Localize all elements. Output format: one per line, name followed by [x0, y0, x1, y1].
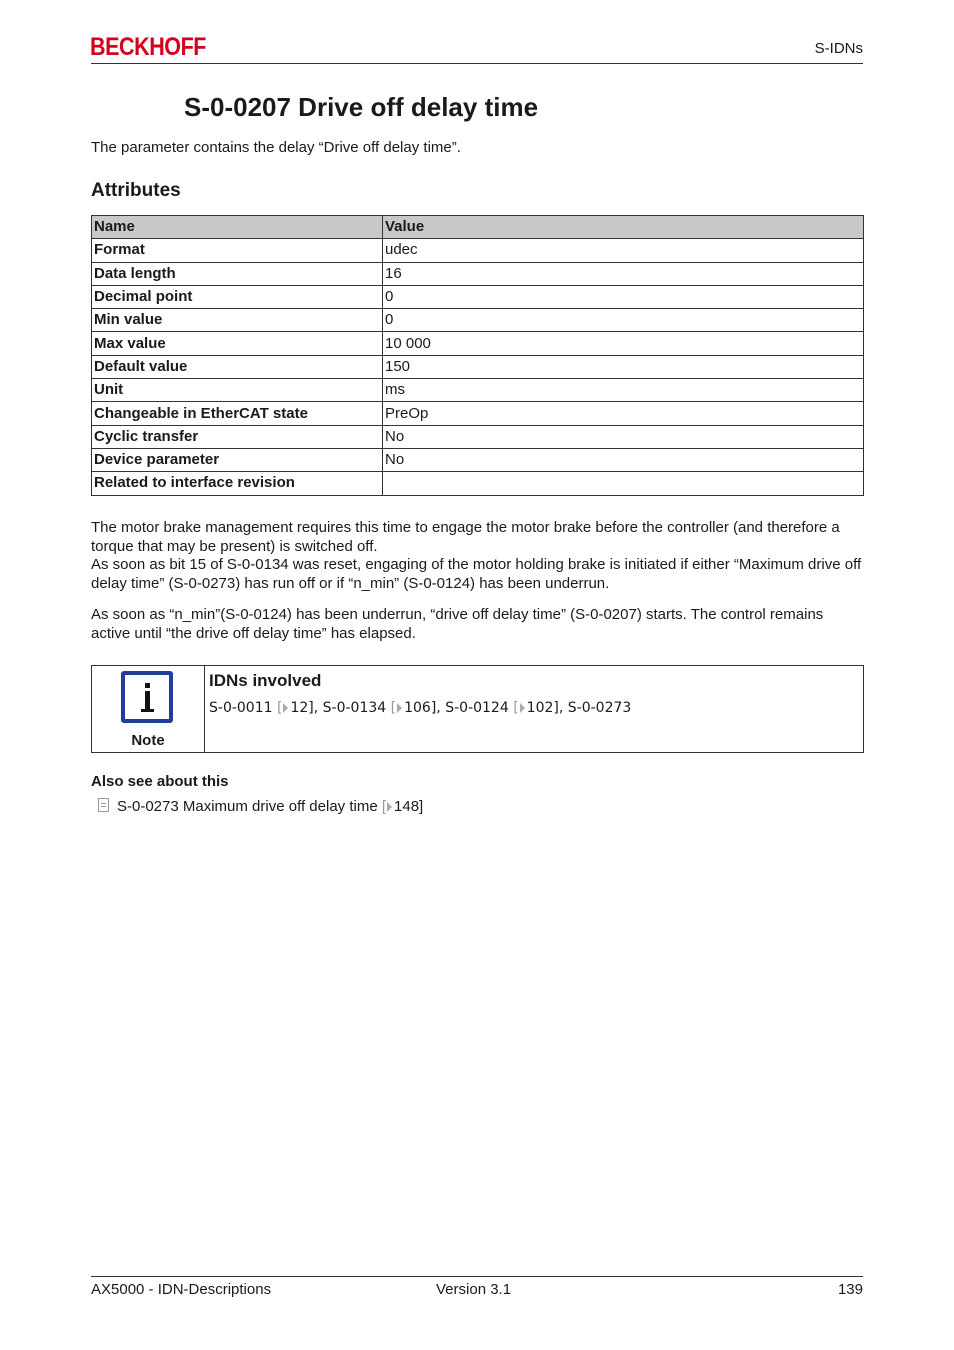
column-header-value: Value: [383, 216, 864, 239]
attribute-value: 0: [383, 285, 864, 308]
attribute-name: Related to interface revision: [92, 472, 383, 495]
attribute-value: 150: [383, 355, 864, 378]
info-icon: [121, 671, 173, 723]
header-section-name: S-IDNs: [814, 40, 863, 57]
header-divider: [91, 63, 863, 64]
attribute-name: Cyclic transfer: [92, 425, 383, 448]
also-see-link-text[interactable]: S-0-0273 Maximum drive off delay time: [117, 798, 378, 815]
body-paragraph-brake-management: The motor brake management requires this time to engage the motor brake before the controller (and therefore a torque that may be present) is switched off.: [91, 519, 840, 555]
footer-page-number: 139: [837, 1281, 863, 1298]
idn-link[interactable]: S-0-0134: [322, 700, 387, 716]
table-row: [92, 355, 864, 378]
page-arrow-icon: [520, 703, 525, 713]
attribute-value: 0: [383, 309, 864, 332]
also-see-link[interactable]: S-0-0273 Maximum drive off delay time [ 148]: [98, 798, 423, 815]
note-box: [91, 665, 864, 753]
page-link[interactable]: 12: [290, 700, 309, 716]
table-row: [92, 425, 864, 448]
footer-divider: [91, 1276, 863, 1277]
page-arrow-icon: [387, 802, 392, 812]
table-row: [92, 332, 864, 355]
idn-references: S-0-0011 [ 12], S-0-0134 [ 106], S-0-0124 [ 102], S-0-0273: [209, 700, 632, 716]
column-header-name: Name: [92, 216, 383, 239]
attribute-name: Changeable in EtherCAT state: [92, 402, 383, 425]
attribute-name: Min value: [92, 309, 383, 332]
attribute-name: Decimal point: [92, 285, 383, 308]
beckhoff-logo: BECKHOFF: [90, 33, 207, 61]
attribute-value: 10 000: [383, 332, 864, 355]
note-label: Note: [131, 732, 165, 749]
page-arrow-icon: [397, 703, 402, 713]
attribute-name: Format: [92, 239, 383, 262]
attribute-name: Device parameter: [92, 448, 383, 471]
attributes-heading: Attributes: [91, 180, 181, 201]
note-icon-cell: [92, 666, 205, 752]
idn-link[interactable]: S-0-0011: [209, 700, 273, 716]
attributes-table: [91, 215, 864, 496]
table-row: [92, 262, 864, 285]
document-icon: [98, 798, 109, 812]
page-arrow-icon: [283, 703, 288, 713]
attribute-name: Default value: [92, 355, 383, 378]
idn-link[interactable]: S-0-0124: [445, 700, 509, 716]
attribute-value: 16: [383, 262, 864, 285]
page-link[interactable]: 102: [526, 700, 554, 716]
attribute-value: No: [383, 425, 864, 448]
table-header-row: [92, 216, 864, 239]
table-row: [92, 448, 864, 471]
table-row: [92, 309, 864, 332]
attribute-value: ms: [383, 379, 864, 402]
body-paragraph-nmin: As soon as “n_min”(S-0-0124) has been underrun, “drive off delay time” (S-0-0207) starts. The control remains active until “the drive off delay time” has elapsed.: [91, 606, 824, 642]
table-row: [92, 402, 864, 425]
attribute-name: Data length: [92, 262, 383, 285]
page-link[interactable]: 148: [394, 798, 420, 815]
intro-text: The parameter contains the delay “Drive off delay time”.: [91, 139, 461, 156]
footer-document-name: AX5000 - IDN-Descriptions: [91, 1281, 272, 1298]
note-title: IDNs involved: [209, 671, 322, 690]
page-title: S-0-0207 Drive off delay time: [184, 92, 539, 122]
table-row: [92, 285, 864, 308]
attribute-value: udec: [383, 239, 864, 262]
attribute-value: PreOp: [383, 402, 864, 425]
table-row: [92, 239, 864, 262]
page-link[interactable]: 106: [404, 700, 431, 716]
attribute-name: Max value: [92, 332, 383, 355]
table-row: [92, 472, 864, 495]
attribute-value: [383, 472, 864, 495]
body-paragraph-bit15: As soon as bit 15 of S-0-0134 was reset, engaging of the motor holding brake is initiated if either “Maximum drive off delay time” (S-0-0273) has run off or if “n_min” (S-0-0124) has been underrun.: [91, 556, 862, 592]
footer-version: Version 3.1: [436, 1281, 512, 1298]
attribute-name: Unit: [92, 379, 383, 402]
idn-link[interactable]: S-0-0273: [567, 700, 632, 716]
also-see-heading: Also see about this: [91, 773, 229, 790]
table-row: [92, 379, 864, 402]
attribute-value: No: [383, 448, 864, 471]
